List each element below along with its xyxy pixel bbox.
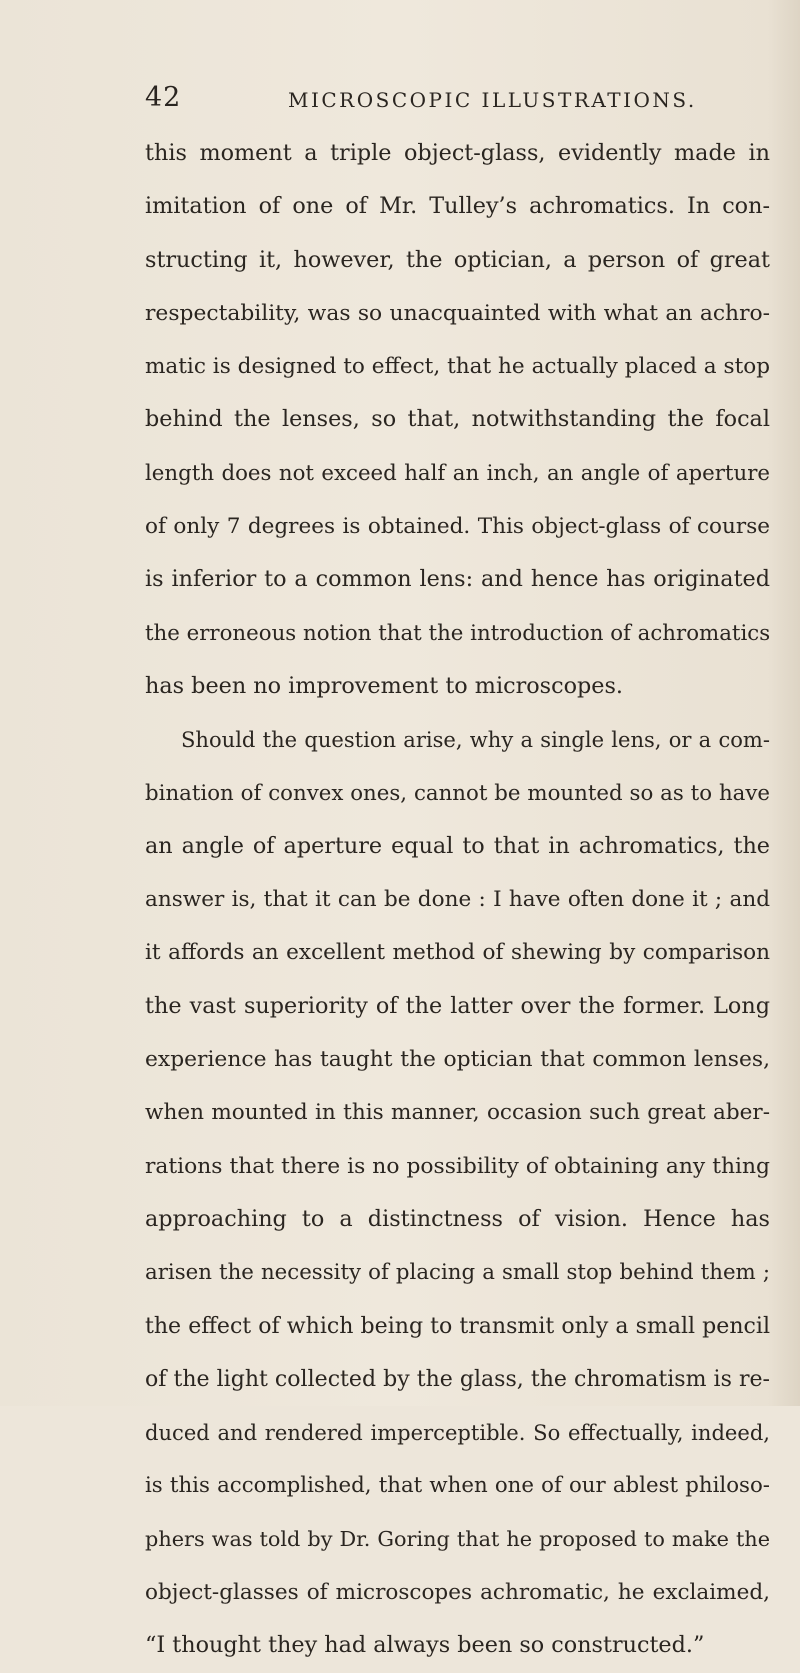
text-line: matic is designed to effect, that he actually placed a stop (145, 354, 770, 380)
text-line: imitation of one of Mr. Tulley’s achromatics. In con- (145, 193, 770, 220)
text-line: bination of convex ones, cannot be mounted so as to have (145, 780, 770, 806)
text-line: structing it, however, the optician, a person of great (145, 246, 770, 273)
text-line: the erroneous notion that the introduction of achromatics (145, 620, 771, 646)
text-line: approaching to a distinctness of vision. Hence has (145, 1205, 770, 1232)
text-line: experience has taught the optician that common lenses, (145, 1047, 770, 1073)
page-number: 42 (145, 82, 182, 113)
text-line: of only 7 degrees is obtained. This object-glass of course (145, 514, 770, 540)
text-line: the vast superiority of the latter over the former. Long (145, 992, 770, 1019)
text-line: an angle of aperture equal to that in achromatics, the (145, 832, 770, 859)
text-line: phers was told by Dr. Goring that he proposed to make the (145, 1526, 770, 1551)
text-line: behind the lenses, so that, notwithstanding the focal (145, 406, 770, 433)
paragraph-end-line: has been no improvement to microscopes. (145, 672, 624, 699)
text-line: when mounted in this manner, occasion such great aber- (145, 1100, 770, 1126)
text-line: object-glasses of microscopes achromatic, he exclaimed, (145, 1580, 770, 1606)
text-line: of the light collected by the glass, the chromatism is re- (145, 1366, 770, 1392)
text-line: length does not exceed half an inch, an angle of aperture (145, 460, 770, 486)
paragraph-start-line: Should the question arise, why a single lens, or a com- (181, 727, 770, 753)
paragraph-end-line: “I thought they had always been so constructed.” (145, 1632, 705, 1659)
text-line: the effect of which being to transmit only a small pencil (145, 1313, 770, 1339)
text-line: arisen the necessity of placing a small stop behind them ; (145, 1260, 770, 1286)
text-line: duced and rendered imperceptible. So effectually, indeed, (145, 1420, 770, 1446)
body-text (145, 127, 770, 1673)
text-line: answer is, that it can be done : I have often done it ; and (145, 887, 770, 913)
text-line: this moment a triple object-glass, evidently made in (145, 140, 770, 166)
running-title: MICROSCOPIC ILLUSTRATIONS. (288, 88, 697, 112)
text-line: is inferior to a common lens: and hence has originated (145, 566, 770, 593)
text-line: is this accomplished, that when one of our ablest philoso- (145, 1473, 770, 1499)
text-line: rations that there is no possibility of obtaining any thing (145, 1153, 770, 1179)
text-line: it affords an excellent method of shewing by comparison (145, 940, 770, 966)
text-line: respectability, was so unacquainted with what an achro- (145, 300, 770, 326)
page-header (145, 80, 770, 116)
